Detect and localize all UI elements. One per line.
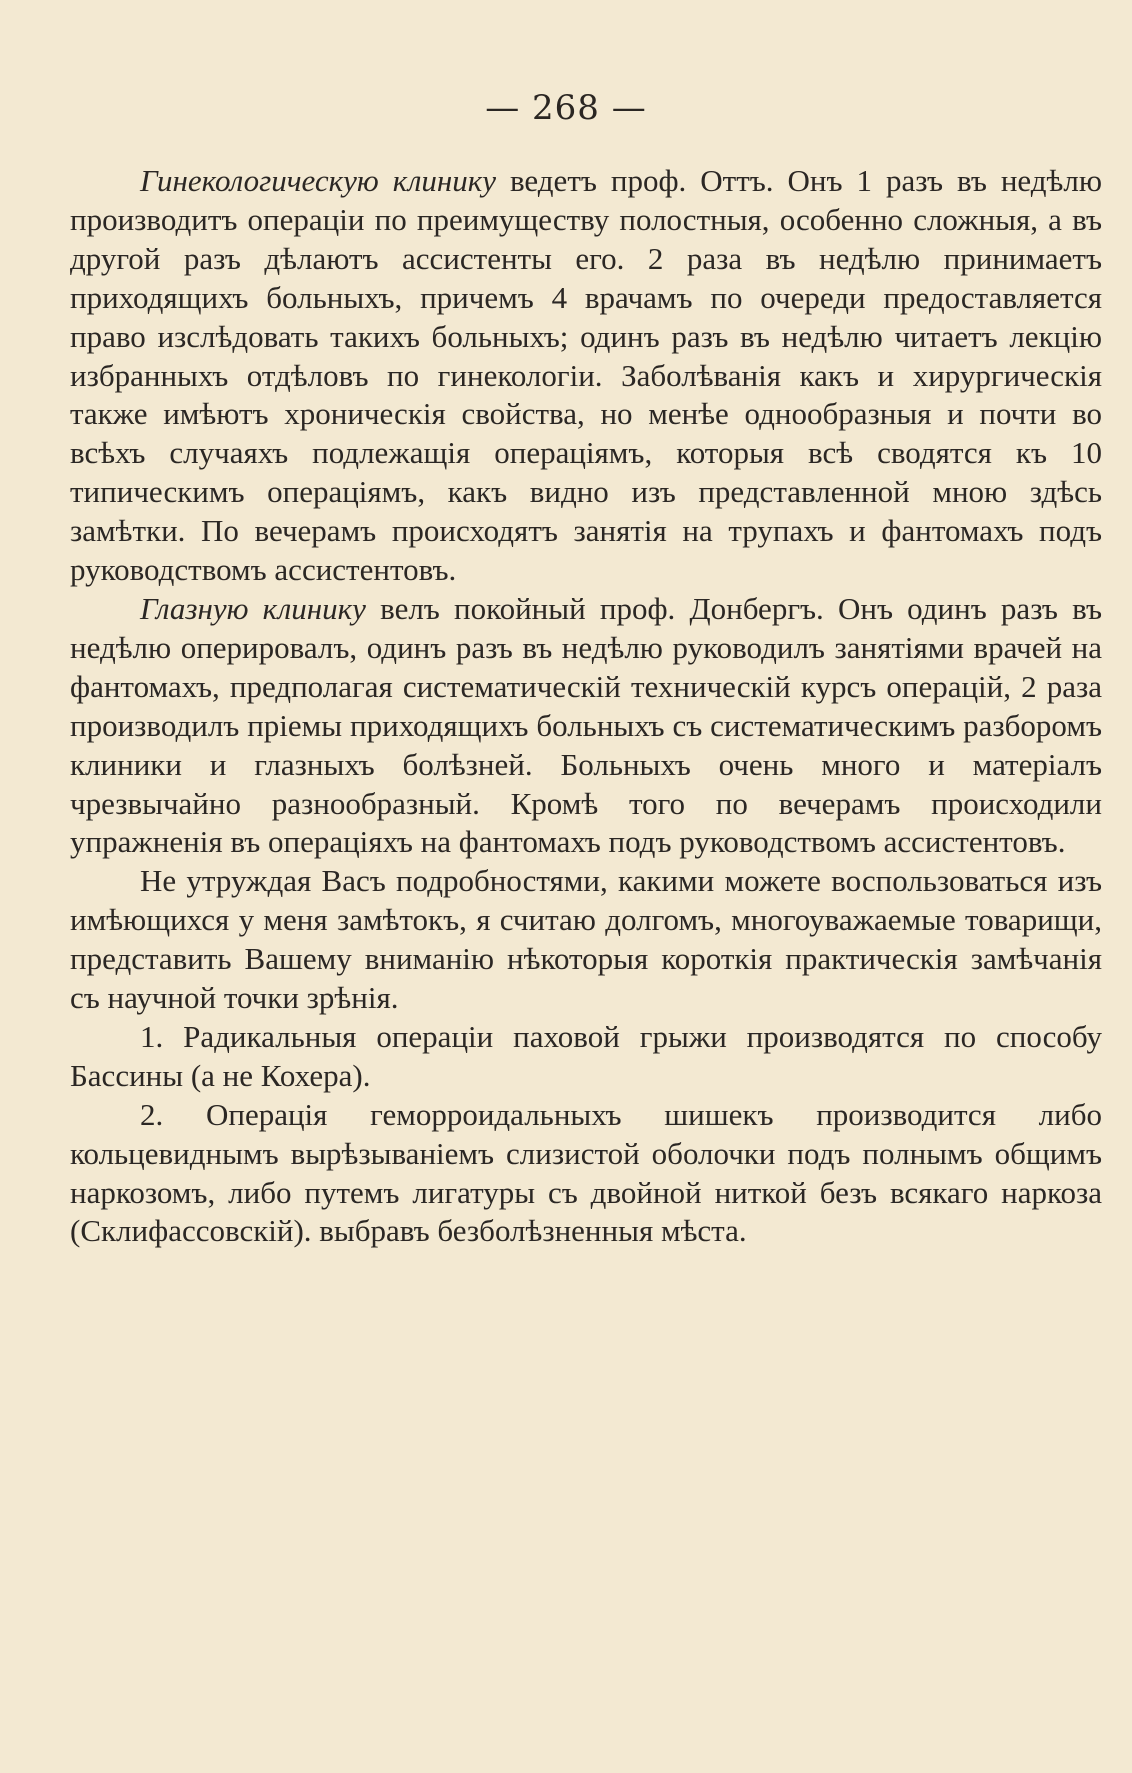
paragraph-ophthalmology bbox=[70, 590, 1102, 862]
paragraph-lead-ophthalmology: Глазную клинику bbox=[140, 590, 366, 626]
paragraph-lead-gynecology: Гинекологическую клинику bbox=[140, 163, 496, 198]
body-text bbox=[70, 162, 1102, 1251]
page-number: — 268 — bbox=[485, 88, 647, 128]
paragraph-gynecology bbox=[70, 162, 1102, 590]
paragraph-text-ophthalmology: велъ покойный проф. Донбергъ. Онъ одинъ разъ въ недѣлю оперировалъ, одинъ разъ въ недѣлю руководилъ занятіями врачей на фантомахъ, предполагая систематическій техническій курсъ операцій, 2 раза производилъ пріемы приходящихъ больныхъ съ систематическимъ разборомъ клиники и глазныхъ болѣзней. Больныхъ очень много и матеріалъ чрезвычайно разнообразный. Кромѣ того по вечерамъ происходили упражненія въ операціяхъ на фантомахъ подъ руководствомъ ассистентовъ. bbox=[70, 590, 1103, 860]
paragraph-item-2: 2. Операція геморроидальныхъ шишекъ производится либо кольцевиднымъ вырѣзываніемъ слизистой оболочки подъ полнымъ общимъ наркозомъ, либо путемъ лигатуры съ двойной ниткой безъ всякаго наркоза (Склифассовскій). выбравъ безболѣзненныя мѣста. bbox=[70, 1096, 1102, 1249]
paragraph-text-gynecology: ведетъ проф. Оттъ. Онъ 1 разъ въ недѣлю производитъ операціи по преимуществу полостныя, особенно сложныя, а въ другой разъ дѣлаютъ ассистенты его. 2 раза въ недѣлю принимаетъ приходящихъ больныхъ, причемъ 4 врачамъ по очереди предоставляется право изслѣдовать такихъ больныхъ; одинъ разъ въ недѣлю читаетъ лекцію избранныхъ отдѣловъ по гинекологіи. Заболѣванія какъ и хирургическія также имѣютъ хроническія свойства, но менѣе однообразныя и почти во всѣхъ случаяхъ подлежащія операціямъ, которыя всѣ сводятся къ 10 типическимъ операціямъ, какъ видно изъ представленной мною здѣсь замѣтки. По вечерамъ происходятъ занятія на трупахъ и фантомахъ подъ руководствомъ ассистентовъ. bbox=[70, 163, 1103, 588]
paragraph-remarks-intro: Не утруждая Васъ подробностями, какими можете воспользоваться изъ имѣющихся у меня замѣтокъ, я считаю долгомъ, многоуважаемые товарищи, представить Вашему вниманію нѣкоторыя короткія практическія замѣчанія съ научной точки зрѣнія. bbox=[70, 863, 1102, 1016]
paragraph-item-1: 1. Радикальныя операціи паховой грыжи производятся по способу Бассины (а не Кохера). bbox=[70, 1018, 1102, 1093]
